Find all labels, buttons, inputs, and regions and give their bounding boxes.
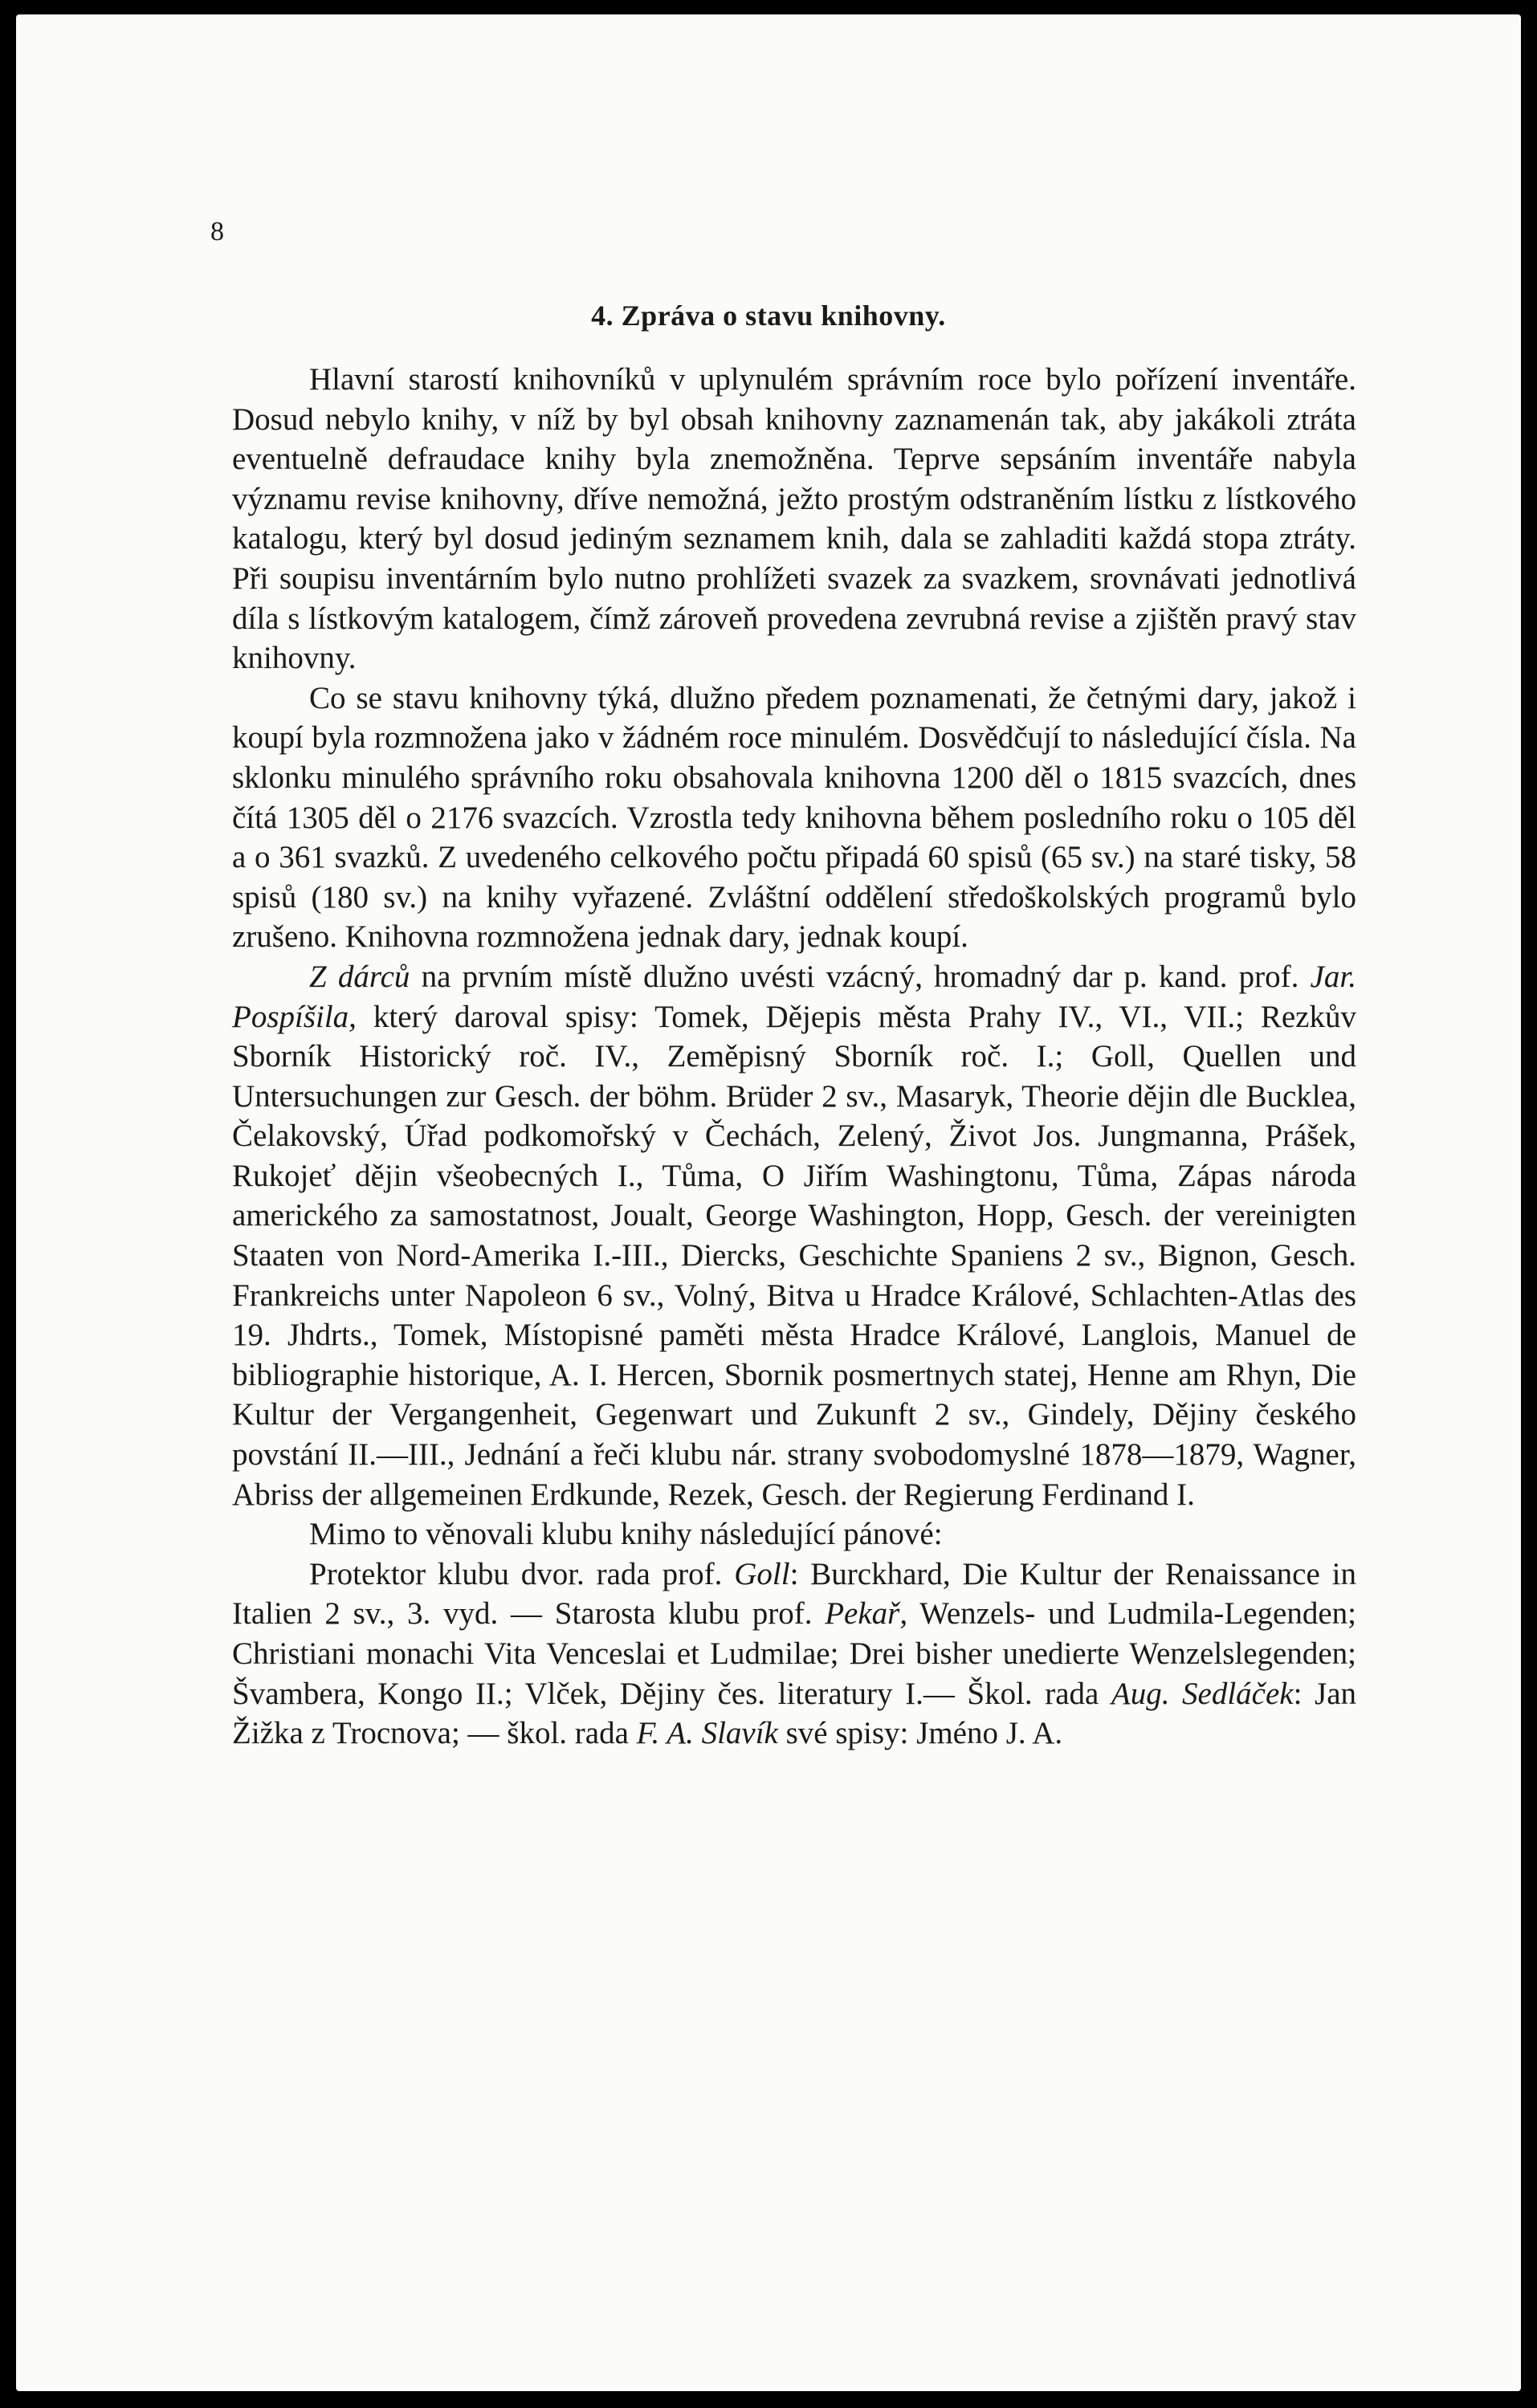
donors-list-s4: : Jan Žižka z Trocnova; — škol. rada	[232, 1676, 1357, 1751]
donors-text-a: na prvním místě dlužno uvésti vzácný, hromadný dar p. kand. prof.	[410, 959, 1311, 994]
paragraph-donors	[232, 957, 1356, 1514]
page-number: 8	[210, 217, 224, 247]
donor-name-goll: Goll	[734, 1556, 790, 1591]
donor-name-pospisil: Jar. Pospíšila,	[232, 959, 1356, 1034]
section-heading: 4. Zpráva o stavu knihovny.	[591, 299, 946, 332]
donors-text-b: který daroval spisy: Tomek, Dějepis města Prahy IV., VI., VII.; Rezkův Sborník Historický roč. IV., Zeměpisný Sborník roč. I.; Goll, Quellen und Untersuchungen zur Gesch. der böhm. Brüder 2 sv., Masaryk, Theorie dějin dle Bucklea, Čelakovský, Úřad podkomořský v Čechách, Zelený, Život Jos. Jungmanna, Prášek, Rukojeť dějin všeobecných I., Tůma, O Jiřím Washingtonu, Tůma, Zápas národa amerického za samostatnost, Joualt, George Washington, Hopp, Gesch. der vereinigten Staaten von Nord-Amerika I.-III., Diercks, Geschichte Spaniens 2 sv., Bignon, Gesch. Frankreichs unter Napoleon 6 sv., Volný, Bitva u Hradce Králové, Schlachten-Atlas des 19. Jhdrts., Tomek, Místopisné paměti města Hradce Králové, Langlois, Manuel de bibliographie historique, A. I. Hercen, Sbornik posmertnych statej, Henne am Rhyn, Die Kultur der Vergangenheit, Gegenwart und Zukunft 2 sv., Gindely, Dějiny českého povstání II.—III., Jednání a řeči klubu nár. strany svobodomyslné 1878—1879, Wagner, Abriss der allgemeinen Erdkunde, Rezek, Gesch. der Regierung Ferdinand I.	[232, 999, 1356, 1512]
paragraph-library-state: Co se stavu knihovny týká, dlužno předem poznamenati, že četnými dary, jakož i koupí byla rozmnožena jako v žádném roce minulém. Dosvědčují to následující čísla. Na sklonku minulého správního roku obsahovala knihovna 1200 děl o 1815 svazcích, dnes čítá 1305 děl o 2176 svazcích. Vzrostla tedy knihovna během posledního roku o 105 děl a o 361 svazků. Z uvedeného celkového počtu připadá 60 spisů (65 sv.) na staré tisky, 58 spisů (180 sv.) na knihy vyřazené. Zvláštní oddělení středoškolských programů bylo zrušeno. Knihovna rozmnožena jednak dary, jednak koupí.	[232, 680, 1356, 955]
donor-name-slavik: F. A. Slavík	[636, 1716, 778, 1751]
donor-name-pekar: Pekař,	[825, 1596, 908, 1632]
donors-list-s3: Wenzels- und Ludmila-Legenden; Christiani monachi Vita Venceslai et Ludmilae; Drei bisher unedierte Wenzelslegenden; Švambera, Kongo II.; Vlček, Dějiny čes. literatury I.— Škol. rada	[232, 1596, 1356, 1711]
donors-list-s1: Protektor klubu dvor. rada prof.	[309, 1556, 735, 1591]
donor-name-sedlacek: Aug. Sedláček	[1111, 1676, 1294, 1711]
paragraph-other-donors-intro: Mimo to věnovali klubu knihy následující pánové:	[309, 1517, 943, 1552]
body-text	[232, 360, 1356, 1754]
paragraph-inventory: Hlavní starostí knihovníků v uplynulém správním roce bylo pořízení inventáře. Dosud nebylo knihy, v níž by byl obsah knihovny zaznamenán tak, aby jakákoli ztráta eventuelně defraudace knihy byla znemožněna. Teprve sepsáním inventáře nabyla významu revise knihovny, dříve nemožná, ježto prostým odstraněním lístku z lístkového katalogu, který byl dosud jediným seznamem knih, dala se zahladiti každá stopa ztráty. Při soupisu inventárním bylo nutno prohlížeti svazek za svazkem, srovnávati jednotlivá díla s lístkovým katalogem, čímž zároveň provedena zevrubná revise a zjištěn pravý stav knihovny.	[232, 362, 1356, 676]
paragraph-other-donors	[232, 1554, 1356, 1754]
donors-list-s5: své spisy: Jméno J. A.	[777, 1716, 1063, 1751]
donors-list-s2: : Burckhard, Die Kultur der Renaissance in Italien 2 sv., 3. vyd. — Starosta klubu prof.	[232, 1556, 1356, 1632]
donors-lead: Z dárců	[309, 959, 410, 994]
